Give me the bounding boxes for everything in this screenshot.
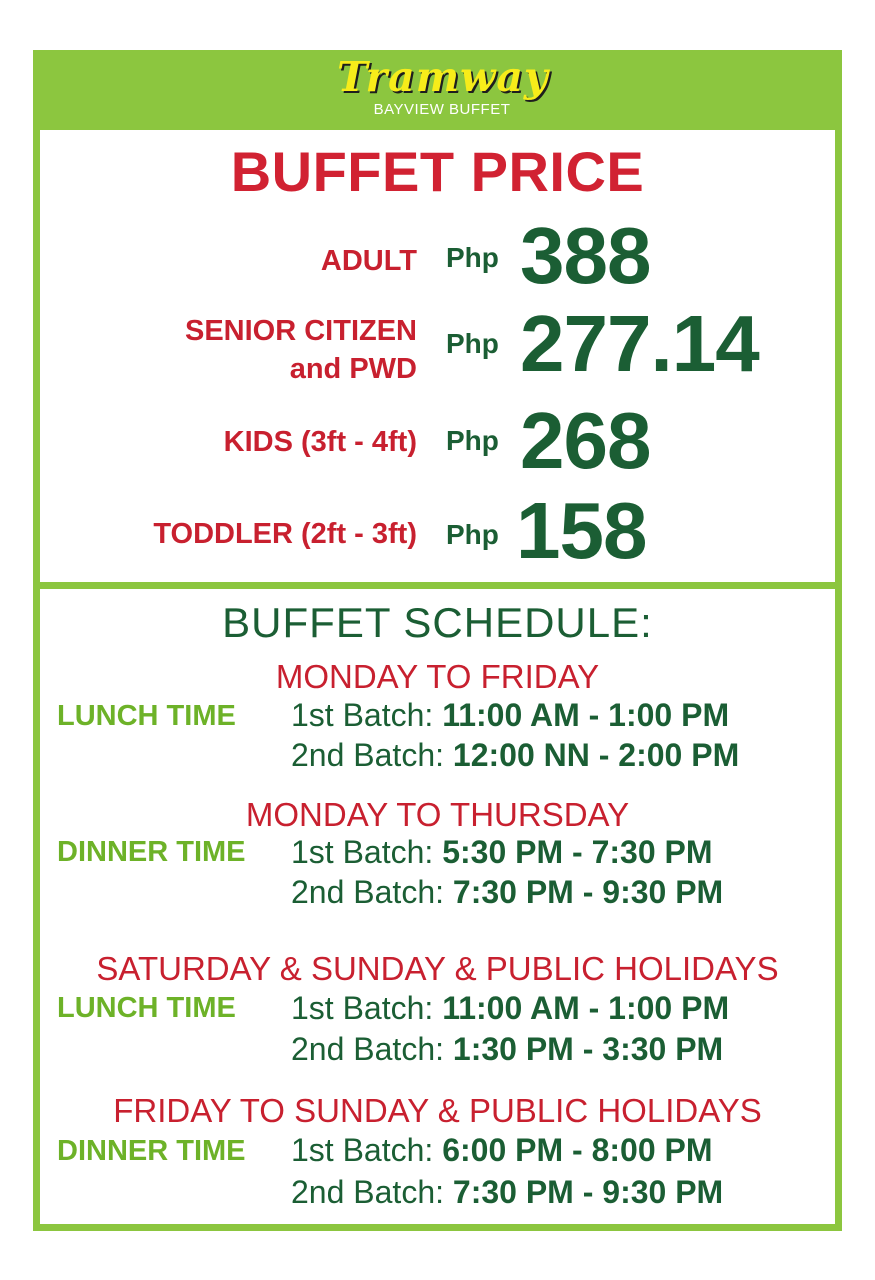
batch-row bbox=[291, 1131, 713, 1169]
batch-time: 7:30 PM - 9:30 PM bbox=[452, 1174, 724, 1210]
batch-label: 2nd Batch: bbox=[291, 737, 444, 773]
schedule-days: MONDAY TO FRIDAY bbox=[275, 658, 600, 695]
meal-label: DINNER TIME bbox=[57, 836, 246, 868]
batch-time: 5:30 PM - 7:30 PM bbox=[442, 834, 713, 870]
meal-label: DINNER TIME bbox=[57, 1135, 246, 1167]
batch-label: 1st Batch: bbox=[291, 697, 434, 733]
batch-label: 1st Batch: bbox=[291, 834, 434, 870]
batch-time: 6:00 PM - 8:00 PM bbox=[442, 1132, 713, 1168]
category-senior-line1: SENIOR CITIZEN bbox=[184, 315, 417, 347]
batch-label: 2nd Batch: bbox=[291, 874, 444, 910]
currency-label: Php bbox=[446, 519, 499, 550]
buffet-schedule-title: BUFFET SCHEDULE: bbox=[222, 599, 653, 646]
batch-label: 1st Batch: bbox=[291, 990, 434, 1026]
category-toddler: TODDLER (2ft - 3ft) bbox=[153, 518, 417, 550]
price-adult: 388 bbox=[520, 211, 651, 300]
batch-row bbox=[291, 833, 713, 871]
buffet-price-title: BUFFET PRICE bbox=[230, 140, 645, 203]
logo-script-text: Tramway bbox=[337, 53, 549, 101]
batch-row bbox=[291, 696, 729, 734]
batch-row bbox=[291, 1173, 723, 1211]
tramway-logo bbox=[337, 54, 547, 126]
batch-time: 12:00 NN - 2:00 PM bbox=[452, 737, 740, 773]
price-toddler: 158 bbox=[516, 486, 647, 575]
batch-row bbox=[291, 736, 739, 774]
price-senior: 277.14 bbox=[520, 299, 759, 388]
currency-label: Php bbox=[446, 328, 499, 359]
category-senior-line2: and PWD bbox=[289, 353, 417, 385]
batch-time: 7:30 PM - 9:30 PM bbox=[452, 874, 724, 910]
batch-label: 1st Batch: bbox=[291, 1132, 434, 1168]
batch-time: 1:30 PM - 3:30 PM bbox=[452, 1031, 724, 1067]
schedule-days: MONDAY TO THURSDAY bbox=[245, 796, 630, 833]
price-kids: 268 bbox=[520, 396, 651, 485]
meal-label: LUNCH TIME bbox=[57, 700, 236, 732]
schedule-days: FRIDAY TO SUNDAY & PUBLIC HOLIDAYS bbox=[113, 1092, 762, 1129]
category-kids: KIDS (3ft - 4ft) bbox=[223, 426, 417, 458]
batch-label: 2nd Batch: bbox=[291, 1031, 444, 1067]
batch-time: 11:00 AM - 1:00 PM bbox=[442, 990, 730, 1026]
batch-time: 11:00 AM - 1:00 PM bbox=[442, 697, 730, 733]
category-adult: ADULT bbox=[320, 245, 417, 277]
meal-label: LUNCH TIME bbox=[57, 992, 236, 1024]
schedule-days: SATURDAY & SUNDAY & PUBLIC HOLIDAYS bbox=[96, 950, 779, 987]
batch-row bbox=[291, 1030, 723, 1068]
batch-row bbox=[291, 873, 723, 911]
batch-row bbox=[291, 989, 729, 1027]
currency-label: Php bbox=[446, 242, 499, 273]
logo-subtitle: BAYVIEW BUFFET bbox=[373, 101, 511, 118]
batch-label: 2nd Batch: bbox=[291, 1174, 444, 1210]
currency-label: Php bbox=[446, 425, 499, 456]
section-divider bbox=[33, 582, 842, 589]
